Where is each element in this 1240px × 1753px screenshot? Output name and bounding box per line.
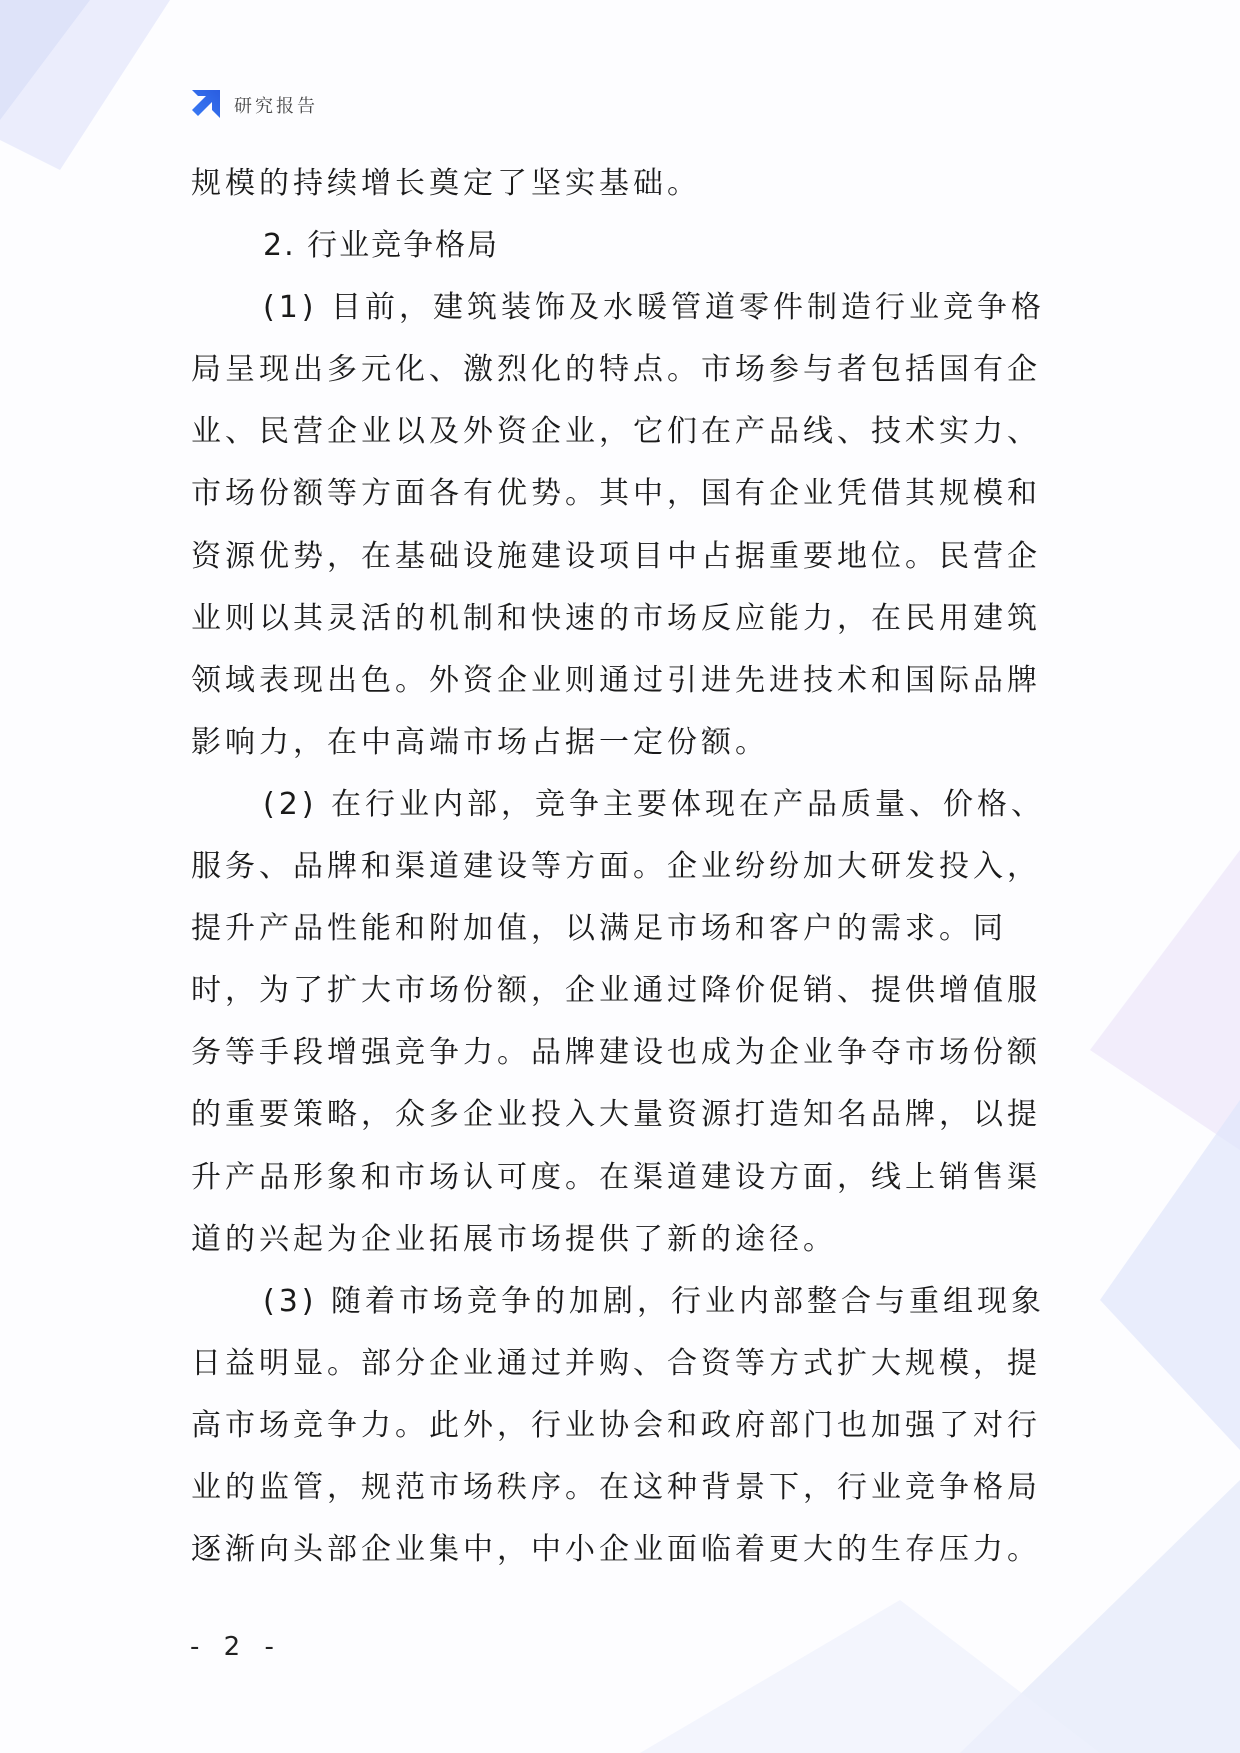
body-text-line: (3) 随着市场竞争的加剧，行业内部整合与重组现象 [263, 1283, 1046, 1319]
arrow-up-right-icon [188, 88, 222, 122]
paragraph [191, 1271, 1061, 1581]
paragraphs [191, 277, 1061, 1581]
section-heading: 2. 行业竞争格局 [263, 228, 500, 264]
body-text-line: 的重要策略，众多企业投入大量资源打造知名品牌，以提 [191, 1097, 1041, 1133]
body-text-line: 服务、品牌和渠道建设等方面。企业纷纷加大研发投入， [191, 849, 1041, 885]
body-text-line: 逐渐向头部企业集中，中小企业面临着更大的生存压力。 [191, 1532, 1041, 1568]
body-text-line: 业则以其灵活的机制和快速的市场反应能力，在民用建筑 [191, 600, 1041, 636]
page-number: - 2 - [190, 1632, 282, 1662]
body-text-line: 领域表现出色。外资企业则通过引进先进技术和国际品牌 [191, 662, 1041, 698]
body-text-line: 高市场竞争力。此外，行业协会和政府部门也加强了对行 [191, 1407, 1041, 1443]
body-text-line: 业的监管，规范市场秩序。在这种背景下，行业竞争格局 [191, 1469, 1041, 1505]
body-text-line: 资源优势，在基础设施建设项目中占据重要地位。民营企 [191, 538, 1041, 574]
body-text-line: 时，为了扩大市场份额，企业通过降价促销、提供增值服 [191, 973, 1041, 1009]
body-text-line: 日益明显。部分企业通过并购、合资等方式扩大规模，提 [191, 1345, 1041, 1381]
body-text-line: 道的兴起为企业拓展市场提供了新的途径。 [191, 1221, 837, 1257]
body-text-line: 升产品形象和市场认可度。在渠道建设方面，线上销售渠 [191, 1159, 1041, 1195]
body-text-line: (1) 目前，建筑装饰及水暖管道零件制造行业竞争格 [263, 290, 1046, 326]
body-text-line: (2) 在行业内部，竞争主要体现在产品质量、价格、 [263, 786, 1046, 822]
body-text-line: 局呈现出多元化、激烈化的特点。市场参与者包括国有企 [191, 352, 1041, 388]
header-title: 研究报告 [234, 96, 318, 117]
document-body [191, 153, 1061, 1581]
body-text-line: 市场份额等方面各有优势。其中，国有企业凭借其规模和 [191, 476, 1041, 512]
body-text-line: 影响力，在中高端市场占据一定份额。 [191, 724, 769, 760]
body-text-line: 务等手段增强竞争力。品牌建设也成为企业争夺市场份额 [191, 1035, 1041, 1071]
body-text-line: 提升产品性能和附加值，以满足市场和客户的需求。同 [191, 911, 1007, 947]
paragraph [191, 277, 1061, 774]
body-text-line: 业、民营企业以及外资企业，它们在产品线、技术实力、 [191, 414, 1041, 450]
paragraph [191, 774, 1061, 1271]
body-text-line: 规模的持续增长奠定了坚实基础。 [191, 166, 701, 201]
report-header [188, 88, 318, 122]
